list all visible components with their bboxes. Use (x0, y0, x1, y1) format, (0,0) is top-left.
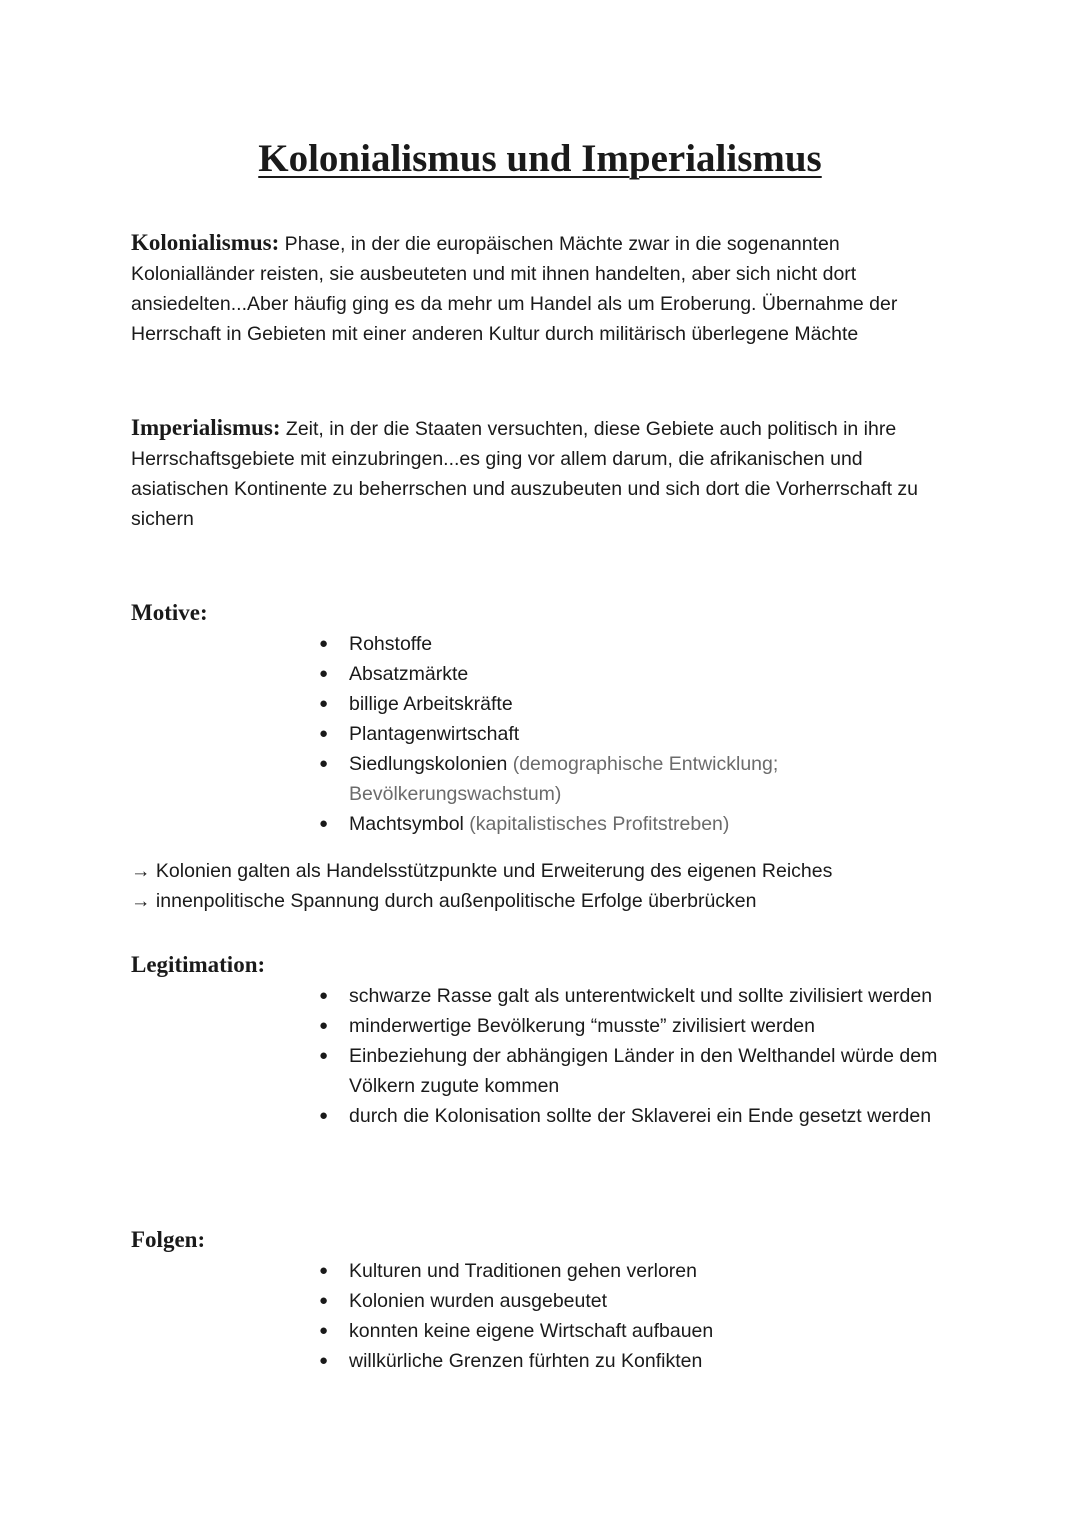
bullet-icon: ● (319, 1352, 329, 1369)
bullet-icon: ● (319, 725, 329, 742)
bullet-icon: ● (319, 1017, 329, 1034)
list-item: ● Machtsymbol (kapitalistisches Profitstreben) (319, 809, 939, 839)
bullet-icon: ● (319, 815, 329, 832)
folgen-heading: Folgen: (131, 1227, 206, 1252)
bullet-icon: ● (319, 1047, 329, 1064)
motive-list (319, 629, 939, 839)
imperialismus-paragraph (131, 413, 961, 534)
list-item: ● billige Arbeitskräfte (319, 689, 939, 719)
list-item: ● konnten keine eigene Wirtschaft aufbauen (319, 1316, 939, 1346)
list-item: ● Absatzmärkte (319, 659, 939, 689)
list-item: ● Einbeziehung der abhängigen Länder in den Welthandel würde dem Völkern zugute kommen (319, 1041, 939, 1101)
bullet-icon: ● (319, 1322, 329, 1339)
motive-conclusion-1: → Kolonien galten als Handelsstützpunkte und Erweiterung des eigenen Reiches (131, 860, 833, 882)
bullet-icon: ● (319, 1262, 329, 1279)
list-item: ● schwarze Rasse galt als unterentwickelt und sollte zivilisiert werden (319, 981, 939, 1011)
bullet-icon: ● (319, 695, 329, 712)
page-title: Kolonialismus und Imperialismus (258, 137, 822, 180)
list-item: ● Kulturen und Traditionen gehen verloren (319, 1256, 939, 1286)
bullet-icon: ● (319, 987, 329, 1004)
imperialismus-definition: Zeit, in der die Staaten versuchten, diese Gebiete auch politisch in ihre Herrschaftsgebiete mit einzubringen...es ging vor allem darum, die afrikanischen und asiatischen Kontinente zu beherrschen und auszubeuten und sich dort die Vorherrschaft zu sichern (131, 418, 919, 530)
kolonialismus-definition: Phase, in der die europäischen Mächte zwar in die sogenannten Kolonialländer reisten, sie ausbeuteten und mit ihnen handelten, aber sich nicht dort ansiedelten...Aber häufig ging es da mehr um Handel als um Eroberung. Übernahme der Herrschaft in Gebieten mit einer anderen Kultur durch militärisch überlegene Mächte (131, 233, 898, 345)
bullet-icon: ● (319, 1107, 329, 1124)
kolonialismus-term: Kolonialismus: (131, 230, 280, 255)
motive-heading: Motive: (131, 600, 208, 625)
list-item: ● minderwertige Bevölkerung “musste” zivilisiert werden (319, 1011, 939, 1041)
bullet-icon: ● (319, 755, 329, 772)
bullet-icon: ● (319, 635, 329, 652)
motive-conclusion-2: → innenpolitische Spannung durch außenpolitische Erfolge überbrücken (131, 890, 757, 912)
folgen-list (319, 1256, 939, 1376)
imperialismus-term: Imperialismus: (131, 415, 281, 440)
bullet-icon: ● (319, 665, 329, 682)
legitimation-heading: Legitimation: (131, 952, 266, 977)
list-item: ● durch die Kolonisation sollte der Sklaverei ein Ende gesetzt werden (319, 1101, 939, 1131)
legitimation-list (319, 981, 939, 1131)
kolonialismus-paragraph (131, 228, 961, 349)
list-item: ● Kolonien wurden ausgebeutet (319, 1286, 939, 1316)
bullet-icon: ● (319, 1292, 329, 1309)
list-item: ● Rohstoffe (319, 629, 939, 659)
list-item: ● willkürliche Grenzen fürhten zu Konfikten (319, 1346, 939, 1376)
list-item: ● Plantagenwirtschaft (319, 719, 939, 749)
list-item: ● Siedlungskolonien (demographische Entwicklung; Bevölkerungswachstum) (319, 749, 939, 809)
